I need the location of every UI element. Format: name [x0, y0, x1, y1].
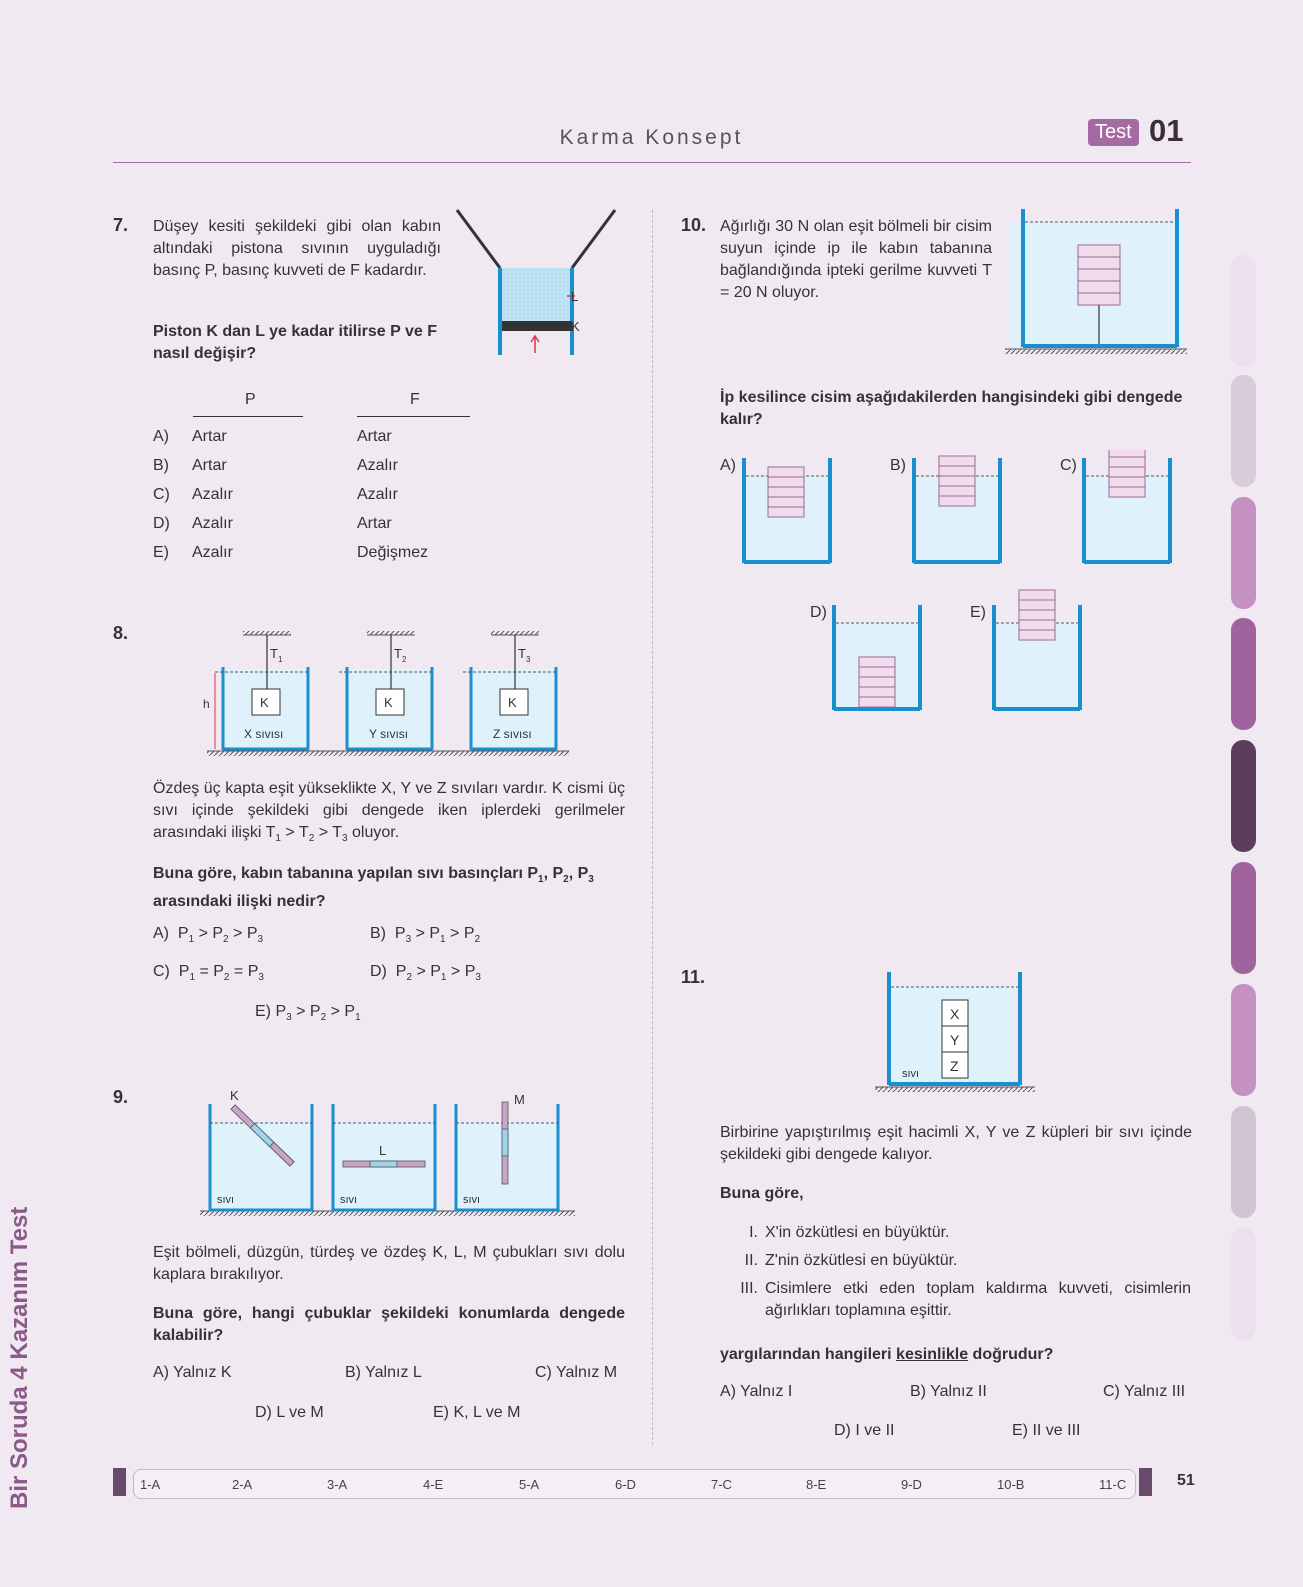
- q11-label-x: X: [950, 1006, 960, 1022]
- answer-1: 1-A: [140, 1477, 161, 1492]
- q7-opt-d-letter[interactable]: D): [153, 515, 170, 532]
- q9-liq-1: sıvı: [217, 1194, 235, 1206]
- q7-opt-c-p: Azalır: [192, 486, 233, 503]
- q8-number: 8.: [113, 623, 129, 643]
- q7-col-f-line: [357, 416, 470, 417]
- q7-text: Düşey kesiti şekildeki gibi olan kabın altındaki pistona sıvının uyguladığı basınç P, basınç kuvveti de F kadardır.: [153, 218, 441, 279]
- q9-question: Buna göre, hangi çubuklar şekildeki konumlarda dengede kalabilir?: [153, 1305, 625, 1344]
- q7-label-L: L: [571, 289, 579, 304]
- q7-col-p-line: [193, 416, 303, 417]
- q7-opt-d-p: Azalır: [192, 515, 233, 532]
- answer-9: 9-D: [901, 1477, 922, 1492]
- q11-opt-d[interactable]: D) I ve II: [834, 1422, 895, 1439]
- q11-figure: [875, 970, 1045, 1100]
- q10-opt-c-fig: [1084, 450, 1170, 563]
- q11-label-z: Z: [950, 1058, 959, 1074]
- q7-col-f: F: [410, 391, 420, 408]
- q7-opt-e-f: Değişmez: [357, 544, 429, 561]
- side-tab-5: [1231, 740, 1256, 852]
- q11-opt-c[interactable]: C) Yalnız III: [1103, 1383, 1186, 1400]
- q10-opt-d-label: D): [810, 604, 827, 621]
- q8-liq-y: Y sıvısı: [369, 727, 409, 741]
- q9-opt-b[interactable]: B) Yalnız L: [345, 1364, 422, 1381]
- q10-opt-c-label: C): [1060, 457, 1077, 474]
- side-vertical-text: Bir Soruda 4 Kazanım Test: [6, 1206, 33, 1509]
- answer-8: 8-E: [806, 1477, 827, 1492]
- q8-k3: K: [508, 695, 517, 710]
- q8-opt-d[interactable]: D) $P_2 > P_1 > P_3$: [370, 963, 481, 984]
- q11-opt-a[interactable]: A) Yalnız I: [720, 1383, 793, 1400]
- answer-key-bar: [133, 1469, 1136, 1499]
- answer-10: 10-B: [997, 1477, 1025, 1492]
- q9-label-l: L: [379, 1143, 387, 1158]
- q8-liq-x: X sıvısı: [244, 727, 284, 741]
- q8-t3-sub: 3: [526, 655, 531, 664]
- answer-2: 2-A: [232, 1477, 253, 1492]
- q10-opt-b-label: B): [890, 457, 906, 474]
- q8-question: Buna göre, kabın tabanına yapılan sıvı basınçları $P_1$, $P_2$, $P_3$ arasındaki ilişki nedir?: [153, 865, 594, 911]
- q9-figure: [200, 1090, 580, 1220]
- answer-bar-right-mark: [1139, 1468, 1152, 1496]
- q11-liq: sıvı: [902, 1068, 920, 1080]
- q9-liq-3: sıvı: [463, 1194, 481, 1206]
- side-tab-3: [1231, 497, 1256, 609]
- q7-opt-a-p: Artar: [192, 428, 227, 445]
- answer-3: 3-A: [327, 1477, 348, 1492]
- q9-label-m: M: [514, 1092, 525, 1107]
- q9-opt-e[interactable]: E) K, L ve M: [433, 1404, 521, 1421]
- q11-lead: Buna göre,: [720, 1185, 804, 1202]
- q8-t1: T: [270, 646, 278, 661]
- answer-7: 7-C: [711, 1477, 732, 1492]
- q8-k1: K: [260, 695, 269, 710]
- q7-label-K: K: [571, 319, 580, 334]
- side-tab-9: [1231, 1228, 1256, 1340]
- test-badge: Test: [1088, 119, 1139, 146]
- q8-text: Özdeş üç kapta eşit yükseklikte X, Y ve Z sıvıları vardır. K cismi üç sıvı içinde şekildeki gibi dengede iken iplerdeki gerilmeler arasındaki ilişki $T_1 > T_2 > T_3$ oluyor.: [153, 780, 625, 845]
- q10-text: Ağırlığı 30 N olan eşit bölmeli bir cisim suyun içinde ip ile kabın tabanına bağlandığında ipteki gerilme kuvveti T = 20 N oluyor.: [720, 218, 992, 301]
- q7-opt-c-f: Azalır: [357, 486, 398, 503]
- q7-opt-b-letter[interactable]: B): [153, 457, 169, 474]
- side-tab-2: [1231, 375, 1256, 487]
- q10-opt-b-fig: [914, 456, 1000, 563]
- q7-question: Piston K dan L ye kadar itilirse P ve F nasıl değişir?: [153, 323, 437, 362]
- column-divider: [652, 210, 653, 1445]
- q10-opt-e-fig: [994, 590, 1080, 710]
- answer-11: 11-C: [1099, 1477, 1127, 1492]
- q9-label-k: K: [230, 1090, 239, 1103]
- side-tab-8: [1231, 1106, 1256, 1218]
- q10-opt-d-fig: [834, 605, 920, 710]
- q11-label-y: Y: [950, 1032, 960, 1048]
- q8-t2: T: [394, 646, 402, 661]
- side-tab-6: [1231, 862, 1256, 974]
- q11-item-1-text: X'in özkütlesi en büyüktür.: [765, 1224, 950, 1241]
- q7-opt-d-f: Artar: [357, 515, 392, 532]
- q7-opt-c-letter[interactable]: C): [153, 486, 170, 503]
- answer-bar-left-mark: [113, 1468, 126, 1496]
- q8-figure: [195, 625, 585, 760]
- q8-opt-a[interactable]: A) $P_1 > P_2 > P_3$: [153, 925, 264, 946]
- q9-opt-d[interactable]: D) L ve M: [255, 1404, 324, 1421]
- q9-opt-a[interactable]: A) Yalnız K: [153, 1364, 232, 1381]
- page-title: Karma Konsept: [559, 126, 744, 149]
- q11-opt-b[interactable]: B) Yalnız II: [910, 1383, 987, 1400]
- q10-opt-e-label: E): [970, 604, 986, 621]
- q7-opt-a-letter[interactable]: A): [153, 428, 169, 445]
- q9-text: Eşit bölmeli, düzgün, türdeş ve özdeş K, L, M çubukları sıvı dolu kaplara bırakılıyor.: [153, 1244, 625, 1283]
- q7-figure: [455, 205, 635, 365]
- q10-number: 10.: [681, 215, 707, 235]
- q10-figure: [1005, 205, 1195, 360]
- side-tab-4: [1231, 618, 1256, 730]
- page-number: 51: [1177, 1472, 1195, 1489]
- q7-col-p: P: [245, 391, 256, 408]
- header-divider: [113, 162, 1191, 163]
- answer-4: 4-E: [423, 1477, 444, 1492]
- q7-opt-e-letter[interactable]: E): [153, 544, 169, 561]
- q7-opt-e-p: Azalır: [192, 544, 233, 561]
- q11-item-3-text: Cisimlere etki eden toplam kaldırma kuvveti, cisimlerin ağırlıkları toplamına eşittir.: [765, 1280, 1191, 1319]
- q11-item-3-num: III.: [740, 1280, 758, 1297]
- q8-liq-z: Z sıvısı: [493, 727, 532, 741]
- q10-opt-a-fig: [744, 458, 830, 563]
- side-tab-1: [1231, 255, 1256, 367]
- q11-text: Birbirine yapıştırılmış eşit hacimli X, Y ve Z küpleri bir sıvı içinde şekildeki gibi dengede kalıyor.: [720, 1124, 1192, 1163]
- q7-number: 7.: [113, 215, 129, 235]
- q7-opt-a-f: Artar: [357, 428, 392, 445]
- q8-t2-sub: 2: [402, 655, 407, 664]
- q11-opt-e[interactable]: E) II ve III: [1012, 1422, 1081, 1439]
- q11-item-2-num: II.: [744, 1252, 758, 1269]
- q10-question: İp kesilince cisim aşağıdakilerden hangisindeki gibi dengede kalır?: [720, 389, 1183, 428]
- q8-opt-e[interactable]: E) $P_3 > P_2 > P_1$: [255, 1003, 361, 1024]
- q9-opt-c[interactable]: C) Yalnız M: [535, 1364, 618, 1381]
- q8-opt-b[interactable]: B) $P_3 > P_1 > P_2$: [370, 925, 481, 946]
- q10-opt-a-label: A): [720, 457, 736, 474]
- answer-5: 5-A: [519, 1477, 540, 1492]
- q9-number: 9.: [113, 1087, 129, 1107]
- test-number: 01: [1149, 113, 1184, 148]
- q9-liq-2: sıvı: [340, 1194, 358, 1206]
- side-tab-7: [1231, 984, 1256, 1096]
- q11-question: yargılarından hangileri kesinlikle doğrudur?: [720, 1346, 1054, 1363]
- q8-k2: K: [384, 695, 393, 710]
- q11-number: 11.: [681, 967, 706, 987]
- q7-opt-b-f: Azalır: [357, 457, 398, 474]
- q7-opt-b-p: Artar: [192, 457, 227, 474]
- q11-item-1-num: I.: [749, 1224, 758, 1241]
- answer-6: 6-D: [615, 1477, 636, 1492]
- q10-options: [718, 450, 1188, 720]
- q11-item-2-text: Z'nin özkütlesi en büyüktür.: [765, 1252, 958, 1269]
- q8-t1-sub: 1: [278, 655, 283, 664]
- q8-h-label: h: [203, 697, 210, 711]
- q8-opt-c[interactable]: C) $P_1 = P_2 = P_3$: [153, 963, 264, 984]
- q8-t3: T: [518, 646, 526, 661]
